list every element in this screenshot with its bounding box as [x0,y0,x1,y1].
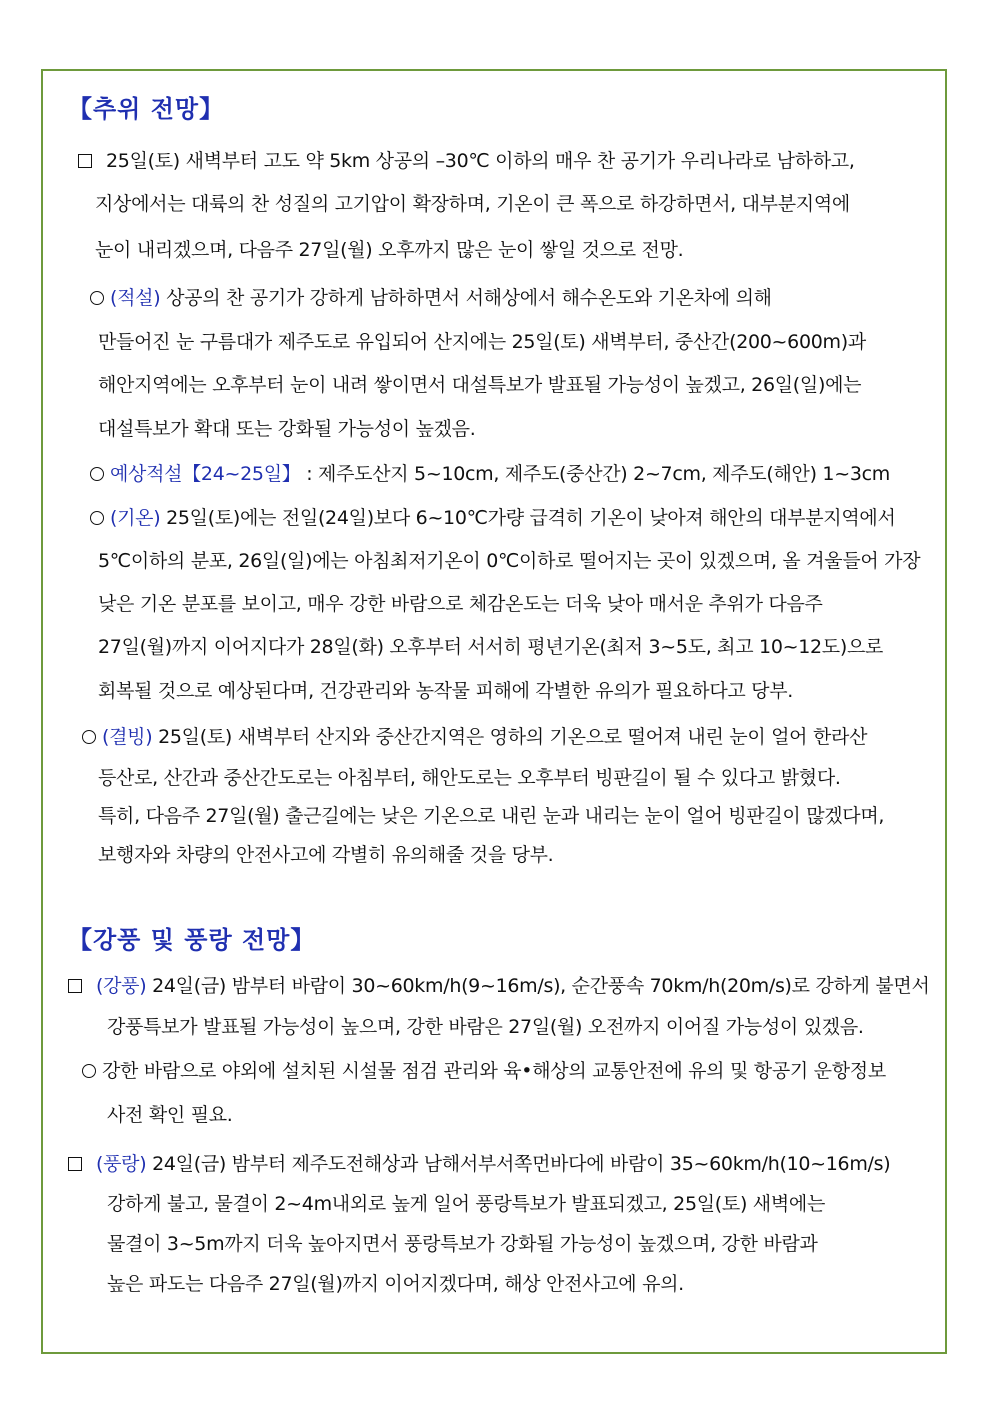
cold-outlook-heading: 【추위 전망】 [68,95,225,123]
temp-line-5: 회복될 것으로 예상된다며, 건강관리와 농작물 피해에 각별한 유의가 필요하다고 당부. [98,680,794,702]
snow-label: (적설) [110,287,161,309]
circle-bullet-icon [82,1064,96,1078]
snow-line-2: 만들어진 눈 구름대가 제주도로 유입되어 산지에는 25일(토) 새벽부터, 중산간(200~600m)과 [98,331,866,353]
temp-line-4: 27일(월)까지 이어지다가 28일(화) 오후부터 서서히 평년기온(최저 3~5도, 최고 10~12도)으로 [98,636,884,658]
wave-line-2: 강하게 불고, 물결이 2~4m내외로 높게 일어 풍랑특보가 발표되겠고, 25일(토) 새벽에는 [107,1193,826,1215]
circle-bullet-icon [90,291,104,305]
gale-line-2: 강풍특보가 발표될 가능성이 높으며, 강한 바람은 27일(월) 오전까지 이어질 가능성이 있겠음. [107,1016,864,1038]
square-bullet-icon [68,1157,82,1171]
gale-sub-line-1: 강한 바람으로 야외에 설치된 시설물 점검 관리와 육•해상의 교통안전에 유의 및 항공기 운항정보 [82,1056,886,1083]
wind-outlook-heading: 【강풍 및 풍랑 전망】 [68,926,316,954]
ice-line-1: (결빙) 25일(토) 새벽부터 산지와 중산간지역은 영하의 기온으로 떨어져 내린 눈이 얼어 한라산 [82,722,867,749]
ice-line-4: 보행자와 차량의 안전사고에 각별히 유의해줄 것을 당부. [98,844,554,866]
temp-line-2: 5℃이하의 분포, 26일(일)에는 아침최저기온이 0℃이하로 떨어지는 곳이 있겠으며, 올 겨울들어 가장 [98,550,921,572]
ice-line-2: 등산로, 산간과 중산간도로는 아침부터, 해안도로는 오후부터 빙판길이 될 수 있다고 밝혔다. [98,767,841,789]
expected-snow-label: 예상적설【24~25일】 [110,463,301,485]
ice-line-3: 특히, 다음주 27일(월) 출근길에는 낮은 기온으로 내린 눈과 내리는 눈이 얼어 빙판길이 많겠다며, [98,805,885,827]
square-bullet-icon [68,979,82,993]
snow-line-4: 대설특보가 확대 또는 강화될 가능성이 높겠음. [98,418,476,440]
wave-line-4: 높은 파도는 다음주 27일(월)까지 이어지겠다며, 해상 안전사고에 유의. [107,1273,684,1295]
cold-main-line-3: 눈이 내리겠으며, 다음주 27일(월) 오후까지 많은 눈이 쌓일 것으로 전망. [95,239,684,261]
snow-line-1: (적설) 상공의 찬 공기가 강하게 남하하면서 서해상에서 해수온도와 기온차에 의해 [90,283,772,310]
circle-bullet-icon [82,730,96,744]
temp-line-3: 낮은 기온 분포를 보이고, 매우 강한 바람으로 체감온도는 더욱 낮아 매서운 추위가 다음주 [98,593,823,615]
gale-sub-line-2: 사전 확인 필요. [107,1104,233,1126]
circle-bullet-icon [90,467,104,481]
wave-line-3: 물결이 3~5m까지 더욱 높아지면서 풍랑특보가 강화될 가능성이 높겠으며, 강한 바람과 [107,1233,818,1255]
square-bullet-icon [78,154,92,168]
wave-label: (풍랑) [96,1153,147,1175]
temp-line-1: (기온) 25일(토)에는 전일(24일)보다 6~10℃가량 급격히 기온이 낮아져 해안의 대부분지역에서 [90,503,896,530]
temp-label: (기온) [110,507,161,529]
ice-label: (결빙) [102,726,153,748]
snow-line-3: 해안지역에는 오후부터 눈이 내려 쌓이면서 대설특보가 발표될 가능성이 높겠고, 26일(일)에는 [98,374,862,396]
expected-snow-line: 예상적설【24~25일】 : 제주도산지 5~10cm, 제주도(중산간) 2~7cm, 제주도(해안) 1~3cm [90,459,890,486]
gale-label: (강풍) [96,975,147,997]
wave-line-1: (풍랑) 24일(금) 밤부터 제주도전해상과 남해서부서쪽먼바다에 바람이 35~60km/h(10~16m/s) [68,1149,890,1176]
cold-main-line-2: 지상에서는 대륙의 찬 성질의 고기압이 확장하며, 기온이 큰 폭으로 하강하면서, 대부분지역에 [95,193,850,215]
cold-main-line-1: 25일(토) 새벽부터 고도 약 5km 상공의 –30℃ 이하의 매우 찬 공기가 우리나라로 남하하고, [78,146,855,173]
circle-bullet-icon [90,511,104,525]
gale-line-1: (강풍) 24일(금) 밤부터 바람이 30~60km/h(9~16m/s), 순간풍속 70km/h(20m/s)로 강하게 불면서 [68,971,930,998]
